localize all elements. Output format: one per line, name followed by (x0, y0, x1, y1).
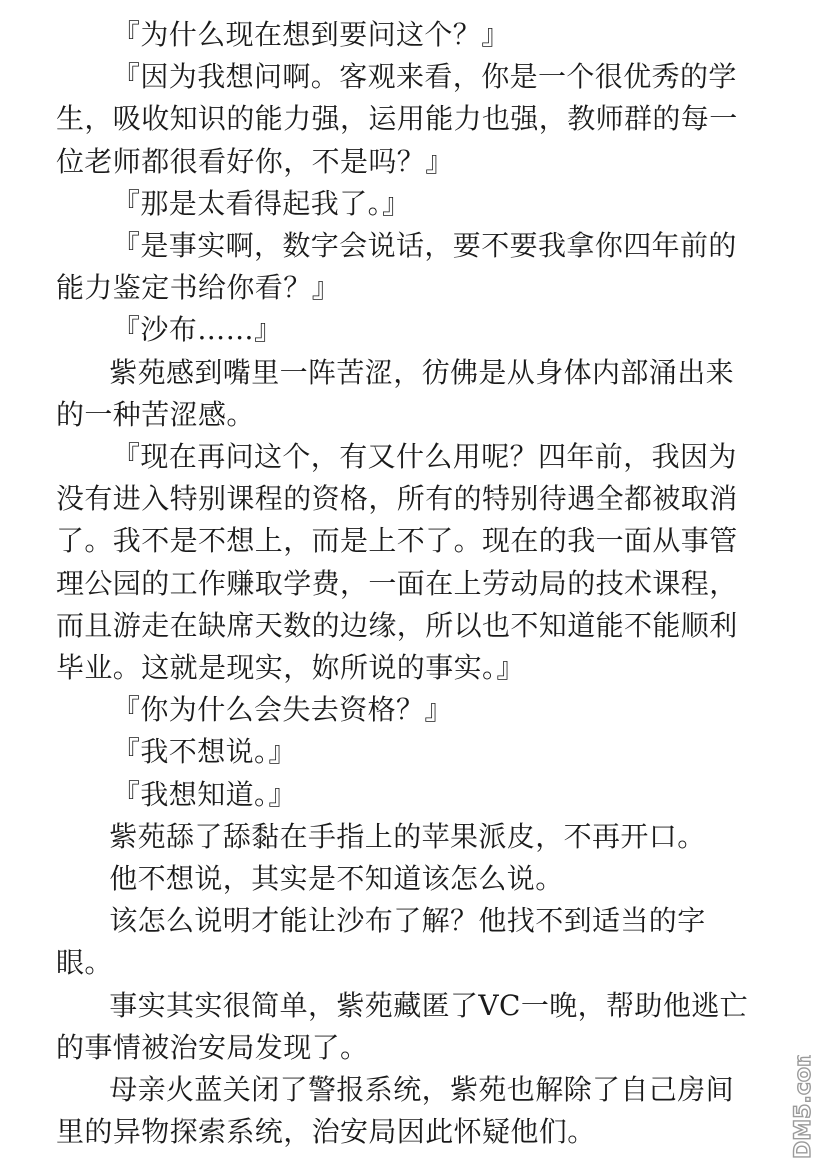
top-margin (56, 0, 756, 14)
paragraph-3: 『那是太看得起我了。』 (112, 186, 411, 220)
watermark-text: DM5.com (791, 1055, 816, 1159)
paragraph-15: 母亲火蓝关闭了警报系统，紫苑也解除了自己房间里的异物探索系统，治安局因此怀疑他们。 (56, 1073, 734, 1149)
paragraph-9: 『我不想说。』 (112, 735, 297, 769)
paragraph-14: 事实其实很简单，紫苑藏匿了VC一晚，帮助他逃亡的事情被治安局发现了。 (56, 988, 749, 1064)
paragraph-5: 『沙布……』 (112, 313, 283, 347)
paragraph-4: 『是事实啊，数字会说话，要不要我拿你四年前的能力鉴定书给你看？』 (56, 229, 737, 305)
paragraph-7: 『现在再问这个，有又什么用呢？四年前，我因为没有进入特别课程的资格，所有的特别待遇全都被取消了。我不是不想上，而是上不了。现在的我一面从事管理公园的工作赚取学费，一面在上劳动局的技术课程，而且游走在缺席天数的边缘，所以也不知道能不能顺利毕业。这就是现实，妳所说的事实。』 (56, 440, 738, 685)
paragraph-10: 『我想知道。』 (112, 777, 297, 811)
paragraph-8: 『你为什么会失去资格？』 (112, 693, 453, 727)
paragraph-11: 紫苑舔了舔黏在手指上的苹果派皮，不再开口。 (109, 819, 706, 853)
watermark-logo-icon (780, 1055, 820, 1163)
watermark-logo (780, 1055, 820, 1163)
paragraph-13: 该怎么说明才能让沙布了解？他找不到适当的字眼。 (56, 904, 706, 980)
paragraph-6: 紫苑感到嘴里一阵苦涩，彷佛是从身体内部涌出来的一种苦涩感。 (56, 355, 734, 431)
text-body (56, 0, 756, 1153)
paragraph-12: 他不想说，其实是不知道该怎么说。 (109, 862, 564, 896)
paragraph-2: 『因为我想问啊。客观来看，你是一个很优秀的学生，吸收知识的能力强，运用能力也强，教师群的每一位老师都很看好你，不是吗？』 (56, 60, 738, 178)
paragraph-1: 『为什么现在想到要问这个？』 (112, 18, 510, 51)
